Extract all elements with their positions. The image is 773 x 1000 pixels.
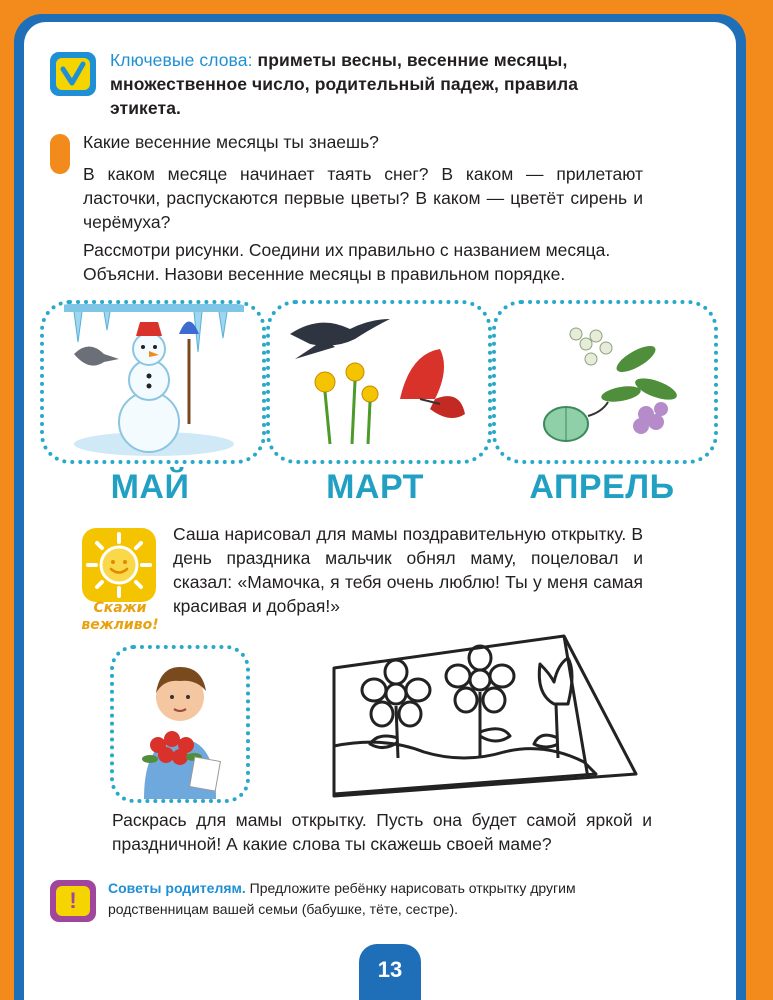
picture-snowman [40, 300, 266, 464]
say-politely-line2: вежливо! [81, 617, 159, 633]
parent-tips-text: Предложите ребёнку нарисовать открытку другим родственницам вашей семьи (бабушке, тёте, сестре). [108, 880, 576, 917]
story-text: Саша нарисовал для мамы поздравительную открытку. В день праздника мальчик обнял маму, поцеловал и сказал: «Мамочка, я тебя очень люблю! Ты у меня самая красивая и добрая!» [173, 524, 643, 616]
question-3: Рассмотри рисунки. Соедини их правильно с названием месяца. Объясни. Назови весенние месяцы в правильном порядке. [83, 240, 611, 284]
keywords-block [110, 48, 634, 120]
parent-tips [108, 878, 668, 920]
greeting-card-drawing [328, 628, 648, 802]
month-label-may: МАЙ [110, 468, 190, 506]
keywords-label: Ключевые слова: [110, 50, 253, 70]
say-politely-line1: Скажи [93, 600, 147, 616]
picture-lilac-beetle [492, 300, 718, 464]
picture-swallow [266, 300, 492, 464]
month-label-april: АПРЕЛЬ [529, 468, 675, 506]
checkmark-icon [50, 52, 96, 96]
parent-tips-label: Советы родителям. [108, 880, 246, 896]
question-1: Какие весенние месяцы ты знаешь? [83, 132, 379, 152]
picture-boy-with-flowers [110, 645, 250, 803]
say-politely-label [76, 600, 164, 634]
task-text: Раскрась для мамы открытку. Пусть она будет самой яркой и праздничной! А какие слова ты скажешь своей маме? [112, 810, 652, 854]
sun-icon [82, 528, 156, 602]
page-number: 13 [359, 944, 421, 1000]
question-marker [50, 134, 70, 174]
exclamation-icon: ! [50, 880, 96, 922]
keywords-text: приметы весны, весенние месяцы, множественное число, родительный падеж, правила этикета. [110, 50, 579, 118]
question-2: В каком месяце начинает таять снег? В каком — прилетают ласточки, распускаются первые цветы? В каком — цветёт сирень и черёмуха? [83, 164, 643, 232]
month-label-march: МАРТ [326, 468, 424, 506]
